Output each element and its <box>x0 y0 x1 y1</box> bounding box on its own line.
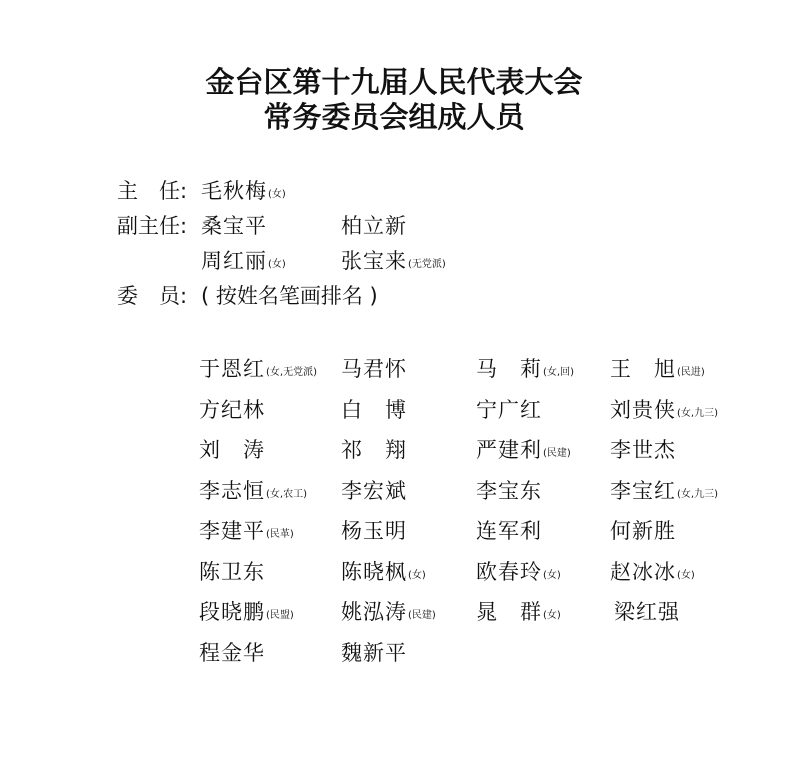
member-name <box>341 518 408 548</box>
person-name: 连军利 <box>476 519 542 543</box>
person-name: 桑宝平 <box>201 214 267 238</box>
person-name: 晁 群 <box>476 600 542 624</box>
person-note: (女,九三) <box>677 408 718 419</box>
person-note: (民建) <box>543 448 571 459</box>
member-name <box>610 397 718 427</box>
person-name: 柏立新 <box>341 214 407 238</box>
members-label: 委 员: <box>117 284 188 308</box>
vice-director-label: 副主任: <box>117 214 188 238</box>
member-name <box>614 599 681 629</box>
member-name <box>341 478 408 508</box>
member-name <box>341 437 408 467</box>
person-name: 程金华 <box>199 641 265 665</box>
member-name <box>341 640 408 670</box>
person-note: (女) <box>408 570 426 581</box>
person-note: (民盟) <box>266 610 294 621</box>
member-name <box>476 397 543 427</box>
person-name: 何新胜 <box>610 519 676 543</box>
person-name: 李世杰 <box>610 438 676 462</box>
member-name <box>199 356 317 386</box>
person-name: 李宏斌 <box>341 479 407 503</box>
person-name: 陈卫东 <box>199 560 265 584</box>
member-name <box>476 559 561 589</box>
person-note: (女) <box>268 189 286 200</box>
person-note: (无党派) <box>408 259 446 270</box>
person-note: (女,回) <box>543 367 574 378</box>
document-title-line-1: 金台区第十九届人民代表大会 <box>205 65 583 99</box>
person-name: 刘 涛 <box>199 438 265 462</box>
members-order-note: ( 按姓名笔画排名 ) <box>201 284 378 308</box>
person-note: (女) <box>543 610 561 621</box>
director-name <box>201 178 286 208</box>
person-note: (女,农工) <box>266 489 307 500</box>
person-note: (民建) <box>408 610 436 621</box>
member-name <box>199 640 266 670</box>
person-name: 方纪林 <box>199 398 265 422</box>
member-name <box>476 356 574 386</box>
person-name: 姚泓涛 <box>341 600 407 624</box>
member-name <box>476 437 571 467</box>
member-name <box>476 478 543 508</box>
member-name <box>476 599 561 629</box>
person-name: 马 莉 <box>476 357 542 381</box>
person-name: 白 博 <box>341 398 407 422</box>
person-note: (民革) <box>266 529 294 540</box>
member-name <box>199 437 266 467</box>
person-note: (女) <box>268 259 286 270</box>
member-name <box>199 478 307 508</box>
member-name <box>341 397 408 427</box>
person-name: 赵冰冰 <box>610 560 676 584</box>
person-name: 陈晓枫 <box>341 560 407 584</box>
person-name: 严建利 <box>476 438 542 462</box>
person-name: 李建平 <box>199 519 265 543</box>
person-name: 杨玉明 <box>341 519 407 543</box>
vice-director-name <box>201 213 268 243</box>
document-title-line-2: 常务委员会组成人员 <box>263 100 525 134</box>
person-note: (女) <box>543 570 561 581</box>
person-note: (民进) <box>677 367 705 378</box>
person-note: (女,无党派) <box>266 367 317 378</box>
vice-director-name <box>201 248 286 278</box>
person-name: 梁红强 <box>614 600 680 624</box>
member-name <box>610 356 705 386</box>
member-name <box>610 518 677 548</box>
person-name: 周红丽 <box>201 249 267 273</box>
person-name: 毛秋梅 <box>201 179 267 203</box>
person-name: 李宝东 <box>476 479 542 503</box>
member-name <box>199 559 266 589</box>
person-name: 刘贵侠 <box>610 398 676 422</box>
member-name <box>341 356 408 386</box>
person-name: 李志恒 <box>199 479 265 503</box>
member-name <box>610 478 718 508</box>
person-name: 李宝红 <box>610 479 676 503</box>
member-name <box>199 518 294 548</box>
person-note: (女,九三) <box>677 489 718 500</box>
member-name <box>199 397 266 427</box>
member-name <box>610 559 695 589</box>
person-name: 祁 翔 <box>341 438 407 462</box>
person-name: 马君怀 <box>341 357 407 381</box>
member-name <box>476 518 543 548</box>
person-name: 宁广红 <box>476 398 542 422</box>
person-note: (女) <box>677 570 695 581</box>
person-name: 欧春玲 <box>476 560 542 584</box>
person-name: 于恩红 <box>199 357 265 381</box>
person-name: 王 旭 <box>610 357 676 381</box>
person-name: 魏新平 <box>341 641 407 665</box>
person-name: 张宝来 <box>341 249 407 273</box>
vice-director-name <box>341 213 408 243</box>
vice-director-name <box>341 248 446 278</box>
director-label: 主 任: <box>117 179 188 203</box>
member-name <box>341 599 436 629</box>
member-name <box>341 559 426 589</box>
member-name <box>199 599 294 629</box>
member-name <box>610 437 677 467</box>
person-name: 段晓鹏 <box>199 600 265 624</box>
